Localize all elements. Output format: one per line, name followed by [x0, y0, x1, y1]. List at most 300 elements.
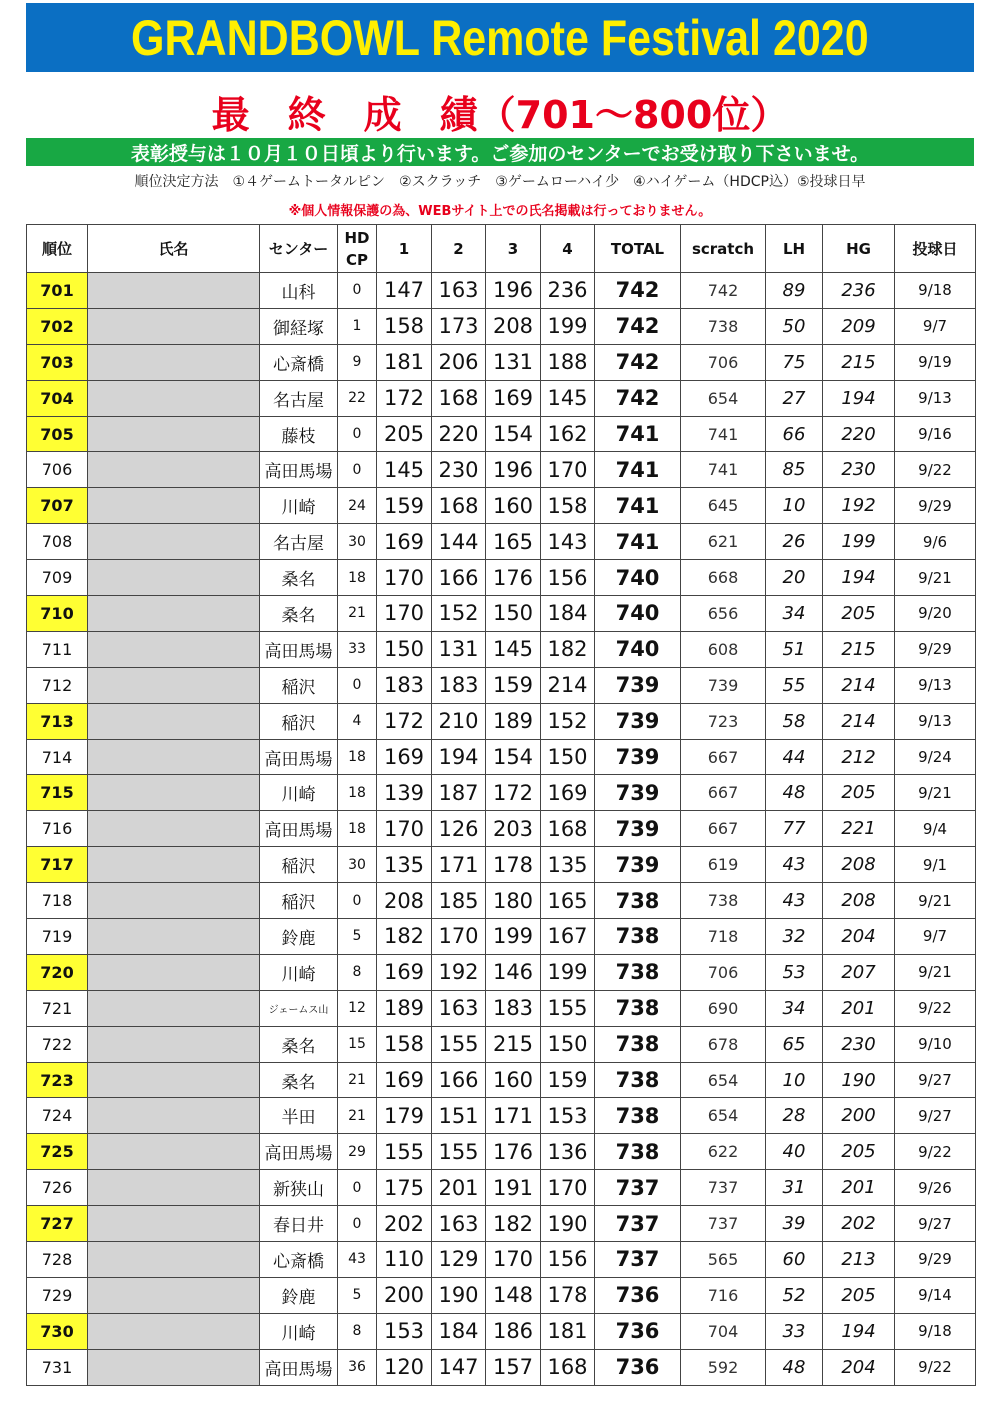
- scratch-cell: 654: [681, 1098, 766, 1134]
- date-cell: 9/27: [895, 1206, 976, 1242]
- game-4-cell: 181: [541, 1313, 595, 1349]
- total-cell: 741: [595, 452, 681, 488]
- game-4-cell: 145: [541, 380, 595, 416]
- rank-cell: 718: [27, 883, 88, 919]
- center-cell: 山科: [260, 273, 338, 309]
- date-cell: 9/20: [895, 596, 976, 632]
- game-2-cell: 183: [432, 667, 486, 703]
- total-cell: 739: [595, 703, 681, 739]
- game-3-cell: 196: [486, 452, 541, 488]
- center-cell: 名古屋: [260, 380, 338, 416]
- hg-cell: 194: [823, 1313, 895, 1349]
- game-1-cell: 170: [377, 596, 432, 632]
- game-2-cell: 163: [432, 990, 486, 1026]
- game-3-cell: 165: [486, 524, 541, 560]
- scratch-cell: 739: [681, 667, 766, 703]
- col-hdcp-line2: CP: [345, 250, 368, 269]
- name-cell: [88, 273, 260, 309]
- table-row: [27, 883, 976, 919]
- table-row: [27, 416, 976, 452]
- lh-cell: 27: [766, 380, 823, 416]
- total-cell: 736: [595, 1277, 681, 1313]
- game-3-cell: 199: [486, 919, 541, 955]
- game-2-cell: 155: [432, 1134, 486, 1170]
- center-cell: 心斎橋: [260, 1242, 338, 1278]
- date-cell: 9/21: [895, 883, 976, 919]
- game-1-cell: 145: [377, 452, 432, 488]
- game-1-cell: 181: [377, 344, 432, 380]
- total-cell: 742: [595, 308, 681, 344]
- center-cell: 川崎: [260, 775, 338, 811]
- table-row: [27, 1062, 976, 1098]
- center-cell: 稲沢: [260, 703, 338, 739]
- col-game-3: 3: [486, 225, 541, 273]
- lh-cell: 28: [766, 1098, 823, 1134]
- scratch-cell: 667: [681, 775, 766, 811]
- page-title: GRANDBOWL Remote Festival 2020: [131, 9, 869, 66]
- game-4-cell: 184: [541, 596, 595, 632]
- name-cell: [88, 344, 260, 380]
- center-cell: 高田馬場: [260, 1349, 338, 1385]
- scratch-cell: 592: [681, 1349, 766, 1385]
- date-cell: 9/18: [895, 1313, 976, 1349]
- game-3-cell: 203: [486, 811, 541, 847]
- hdcp-cell: 15: [338, 1026, 377, 1062]
- hdcp-cell: 1: [338, 308, 377, 344]
- name-cell: [88, 847, 260, 883]
- table-row: [27, 560, 976, 596]
- center-cell: 稲沢: [260, 667, 338, 703]
- name-cell: [88, 1206, 260, 1242]
- total-cell: 738: [595, 1062, 681, 1098]
- lh-cell: 10: [766, 488, 823, 524]
- name-cell: [88, 739, 260, 775]
- table-row: [27, 380, 976, 416]
- game-1-cell: 169: [377, 954, 432, 990]
- total-cell: 742: [595, 273, 681, 309]
- game-1-cell: 120: [377, 1349, 432, 1385]
- hdcp-cell: 33: [338, 631, 377, 667]
- table-row: [27, 1098, 976, 1134]
- game-3-cell: 154: [486, 739, 541, 775]
- hg-cell: 205: [823, 775, 895, 811]
- hdcp-cell: 5: [338, 1277, 377, 1313]
- center-cell: 高田馬場: [260, 631, 338, 667]
- game-1-cell: 200: [377, 1277, 432, 1313]
- date-cell: 9/29: [895, 1242, 976, 1278]
- lh-cell: 75: [766, 344, 823, 380]
- center-cell: 川崎: [260, 1313, 338, 1349]
- game-4-cell: 153: [541, 1098, 595, 1134]
- hdcp-cell: 18: [338, 775, 377, 811]
- game-1-cell: 189: [377, 990, 432, 1026]
- date-cell: 9/22: [895, 452, 976, 488]
- table-row: [27, 452, 976, 488]
- hdcp-cell: 36: [338, 1349, 377, 1385]
- total-cell: 740: [595, 631, 681, 667]
- table-row: [27, 524, 976, 560]
- hg-cell: 213: [823, 1242, 895, 1278]
- total-cell: 741: [595, 488, 681, 524]
- game-2-cell: 151: [432, 1098, 486, 1134]
- scratch-cell: 668: [681, 560, 766, 596]
- total-cell: 738: [595, 1134, 681, 1170]
- game-1-cell: 205: [377, 416, 432, 452]
- center-cell: 桑名: [260, 596, 338, 632]
- hdcp-cell: 22: [338, 380, 377, 416]
- game-4-cell: 167: [541, 919, 595, 955]
- game-4-cell: 199: [541, 308, 595, 344]
- hg-cell: 201: [823, 1170, 895, 1206]
- game-3-cell: 176: [486, 560, 541, 596]
- game-1-cell: 158: [377, 308, 432, 344]
- hdcp-cell: 12: [338, 990, 377, 1026]
- scratch-cell: 716: [681, 1277, 766, 1313]
- game-4-cell: 182: [541, 631, 595, 667]
- hg-cell: 209: [823, 308, 895, 344]
- table-row: [27, 703, 976, 739]
- name-cell: [88, 488, 260, 524]
- game-3-cell: 196: [486, 273, 541, 309]
- name-cell: [88, 452, 260, 488]
- game-4-cell: 190: [541, 1206, 595, 1242]
- hdcp-cell: 0: [338, 1206, 377, 1242]
- results-body: [27, 273, 976, 1386]
- game-4-cell: 159: [541, 1062, 595, 1098]
- name-cell: [88, 811, 260, 847]
- table-row: [27, 1349, 976, 1385]
- name-cell: [88, 1313, 260, 1349]
- date-cell: 9/27: [895, 1098, 976, 1134]
- game-2-cell: 192: [432, 954, 486, 990]
- lh-cell: 32: [766, 919, 823, 955]
- rank-cell: 710: [27, 596, 88, 632]
- game-2-cell: 126: [432, 811, 486, 847]
- privacy-notice: ※個人情報保護の為、WEBサイト上での氏名掲載は行っておりません。: [288, 204, 712, 219]
- game-3-cell: 148: [486, 1277, 541, 1313]
- hg-cell: 215: [823, 344, 895, 380]
- name-cell: [88, 1134, 260, 1170]
- lh-cell: 34: [766, 596, 823, 632]
- game-2-cell: 206: [432, 344, 486, 380]
- game-4-cell: 178: [541, 1277, 595, 1313]
- lh-cell: 60: [766, 1242, 823, 1278]
- game-3-cell: 170: [486, 1242, 541, 1278]
- total-cell: 739: [595, 775, 681, 811]
- game-1-cell: 175: [377, 1170, 432, 1206]
- center-cell: 高田馬場: [260, 1134, 338, 1170]
- name-cell: [88, 703, 260, 739]
- date-cell: 9/22: [895, 1134, 976, 1170]
- rank-cell: 712: [27, 667, 88, 703]
- scratch-cell: 565: [681, 1242, 766, 1278]
- total-cell: 736: [595, 1349, 681, 1385]
- name-cell: [88, 380, 260, 416]
- game-4-cell: 150: [541, 1026, 595, 1062]
- rank-cell: 727: [27, 1206, 88, 1242]
- name-cell: [88, 954, 260, 990]
- game-2-cell: 220: [432, 416, 486, 452]
- game-2-cell: 185: [432, 883, 486, 919]
- lh-cell: 55: [766, 667, 823, 703]
- scratch-cell: 621: [681, 524, 766, 560]
- game-1-cell: 135: [377, 847, 432, 883]
- name-cell: [88, 308, 260, 344]
- table-row: [27, 1134, 976, 1170]
- date-cell: 9/13: [895, 667, 976, 703]
- total-cell: 741: [595, 524, 681, 560]
- hg-cell: 230: [823, 452, 895, 488]
- name-cell: [88, 667, 260, 703]
- game-1-cell: 110: [377, 1242, 432, 1278]
- hg-cell: 215: [823, 631, 895, 667]
- total-cell: 739: [595, 847, 681, 883]
- center-cell: 高田馬場: [260, 452, 338, 488]
- game-3-cell: 160: [486, 488, 541, 524]
- table-row: [27, 919, 976, 955]
- table-header-row: [27, 225, 976, 273]
- game-2-cell: 168: [432, 488, 486, 524]
- table-row: [27, 308, 976, 344]
- name-cell: [88, 919, 260, 955]
- hg-cell: 205: [823, 1277, 895, 1313]
- scratch-cell: 738: [681, 883, 766, 919]
- date-cell: 9/19: [895, 344, 976, 380]
- name-cell: [88, 990, 260, 1026]
- hg-cell: 236: [823, 273, 895, 309]
- date-cell: 9/18: [895, 273, 976, 309]
- date-cell: 9/29: [895, 488, 976, 524]
- hdcp-cell: 5: [338, 919, 377, 955]
- date-cell: 9/27: [895, 1062, 976, 1098]
- hg-cell: 204: [823, 919, 895, 955]
- game-4-cell: 188: [541, 344, 595, 380]
- game-3-cell: 182: [486, 1206, 541, 1242]
- lh-cell: 43: [766, 847, 823, 883]
- hg-cell: 201: [823, 990, 895, 1026]
- game-3-cell: 146: [486, 954, 541, 990]
- hdcp-cell: 29: [338, 1134, 377, 1170]
- game-4-cell: 143: [541, 524, 595, 560]
- game-4-cell: 135: [541, 847, 595, 883]
- game-3-cell: 189: [486, 703, 541, 739]
- lh-cell: 51: [766, 631, 823, 667]
- total-cell: 738: [595, 954, 681, 990]
- name-cell: [88, 1349, 260, 1385]
- table-row: [27, 739, 976, 775]
- game-1-cell: 170: [377, 560, 432, 596]
- rank-cell: 703: [27, 344, 88, 380]
- game-3-cell: 176: [486, 1134, 541, 1170]
- total-cell: 740: [595, 596, 681, 632]
- center-cell: 桑名: [260, 1062, 338, 1098]
- lh-cell: 31: [766, 1170, 823, 1206]
- game-4-cell: 169: [541, 775, 595, 811]
- table-row: [27, 811, 976, 847]
- center-cell: 鈴鹿: [260, 919, 338, 955]
- date-cell: 9/4: [895, 811, 976, 847]
- hdcp-cell: 0: [338, 883, 377, 919]
- rank-cell: 728: [27, 1242, 88, 1278]
- col-total: TOTAL: [595, 225, 681, 273]
- date-cell: 9/21: [895, 954, 976, 990]
- center-cell: 心斎橋: [260, 344, 338, 380]
- total-cell: 737: [595, 1170, 681, 1206]
- hdcp-cell: 21: [338, 1098, 377, 1134]
- game-1-cell: 158: [377, 1026, 432, 1062]
- rank-cell: 715: [27, 775, 88, 811]
- game-1-cell: 179: [377, 1098, 432, 1134]
- game-3-cell: 154: [486, 416, 541, 452]
- hg-cell: 214: [823, 703, 895, 739]
- ranking-method: 順位決定方法 ①４ゲームトータルピン ②スクラッチ ③ゲームローハイ少 ④ハイゲーム（HDCP込）⑤投球日早: [134, 174, 866, 190]
- game-2-cell: 144: [432, 524, 486, 560]
- date-cell: 9/22: [895, 990, 976, 1026]
- hg-cell: 205: [823, 596, 895, 632]
- hdcp-cell: 21: [338, 1062, 377, 1098]
- game-4-cell: 150: [541, 739, 595, 775]
- game-1-cell: 170: [377, 811, 432, 847]
- hg-cell: 214: [823, 667, 895, 703]
- col-scratch: scratch: [681, 225, 766, 273]
- lh-cell: 48: [766, 775, 823, 811]
- table-row: [27, 1313, 976, 1349]
- rank-cell: 706: [27, 452, 88, 488]
- game-2-cell: 173: [432, 308, 486, 344]
- game-4-cell: 168: [541, 1349, 595, 1385]
- col-name: 氏名: [88, 225, 260, 273]
- game-2-cell: 131: [432, 631, 486, 667]
- game-2-cell: 163: [432, 273, 486, 309]
- rank-cell: 711: [27, 631, 88, 667]
- scratch-cell: 622: [681, 1134, 766, 1170]
- rank-cell: 720: [27, 954, 88, 990]
- scratch-cell: 741: [681, 416, 766, 452]
- scratch-cell: 690: [681, 990, 766, 1026]
- title-banner: [26, 3, 974, 72]
- total-cell: 737: [595, 1242, 681, 1278]
- rank-cell: 725: [27, 1134, 88, 1170]
- hdcp-cell: 9: [338, 344, 377, 380]
- hdcp-cell: 30: [338, 524, 377, 560]
- center-cell: 桑名: [260, 1026, 338, 1062]
- rank-cell: 705: [27, 416, 88, 452]
- hdcp-cell: 24: [338, 488, 377, 524]
- scratch-cell: 667: [681, 811, 766, 847]
- lh-cell: 52: [766, 1277, 823, 1313]
- date-cell: 9/24: [895, 739, 976, 775]
- date-cell: 9/16: [895, 416, 976, 452]
- table-row: [27, 847, 976, 883]
- rank-cell: 717: [27, 847, 88, 883]
- table-row: [27, 1277, 976, 1313]
- center-cell: 鈴鹿: [260, 1277, 338, 1313]
- total-cell: 738: [595, 990, 681, 1026]
- rank-cell: 707: [27, 488, 88, 524]
- game-2-cell: 194: [432, 739, 486, 775]
- game-4-cell: 158: [541, 488, 595, 524]
- lh-cell: 43: [766, 883, 823, 919]
- table-row: [27, 775, 976, 811]
- lh-cell: 48: [766, 1349, 823, 1385]
- total-cell: 740: [595, 560, 681, 596]
- date-cell: 9/29: [895, 631, 976, 667]
- total-cell: 738: [595, 1098, 681, 1134]
- table-row: [27, 1026, 976, 1062]
- total-cell: 738: [595, 919, 681, 955]
- rank-cell: 701: [27, 273, 88, 309]
- table-row: [27, 273, 976, 309]
- col-lh: LH: [766, 225, 823, 273]
- scratch-cell: 706: [681, 954, 766, 990]
- rank-cell: 714: [27, 739, 88, 775]
- game-4-cell: 156: [541, 1242, 595, 1278]
- total-cell: 742: [595, 344, 681, 380]
- hdcp-cell: 0: [338, 416, 377, 452]
- results-table: [26, 224, 976, 1386]
- game-4-cell: 155: [541, 990, 595, 1026]
- game-1-cell: 139: [377, 775, 432, 811]
- lh-cell: 44: [766, 739, 823, 775]
- hdcp-cell: 0: [338, 1170, 377, 1206]
- game-2-cell: 187: [432, 775, 486, 811]
- table-row: [27, 1170, 976, 1206]
- lh-cell: 33: [766, 1313, 823, 1349]
- game-1-cell: 202: [377, 1206, 432, 1242]
- hdcp-cell: 8: [338, 954, 377, 990]
- rank-cell: 713: [27, 703, 88, 739]
- center-cell: 藤枝: [260, 416, 338, 452]
- name-cell: [88, 631, 260, 667]
- game-2-cell: 168: [432, 380, 486, 416]
- lh-cell: 10: [766, 1062, 823, 1098]
- hg-cell: 205: [823, 1134, 895, 1170]
- hg-cell: 207: [823, 954, 895, 990]
- name-cell: [88, 416, 260, 452]
- game-1-cell: 169: [377, 1062, 432, 1098]
- rank-cell: 702: [27, 308, 88, 344]
- game-3-cell: 186: [486, 1313, 541, 1349]
- name-cell: [88, 524, 260, 560]
- hg-cell: 212: [823, 739, 895, 775]
- rank-cell: 716: [27, 811, 88, 847]
- game-3-cell: 172: [486, 775, 541, 811]
- scratch-cell: 737: [681, 1170, 766, 1206]
- game-2-cell: 166: [432, 1062, 486, 1098]
- total-cell: 742: [595, 380, 681, 416]
- hg-cell: 200: [823, 1098, 895, 1134]
- hg-cell: 194: [823, 380, 895, 416]
- scratch-cell: 667: [681, 739, 766, 775]
- game-2-cell: 201: [432, 1170, 486, 1206]
- rank-cell: 724: [27, 1098, 88, 1134]
- table-row: [27, 954, 976, 990]
- game-1-cell: 147: [377, 273, 432, 309]
- rank-cell: 726: [27, 1170, 88, 1206]
- hg-cell: 221: [823, 811, 895, 847]
- center-cell: 高田馬場: [260, 811, 338, 847]
- hdcp-cell: 21: [338, 596, 377, 632]
- table-row: [27, 1242, 976, 1278]
- hg-cell: 204: [823, 1349, 895, 1385]
- date-cell: 9/10: [895, 1026, 976, 1062]
- center-cell: 半田: [260, 1098, 338, 1134]
- hdcp-cell: 18: [338, 811, 377, 847]
- lh-cell: 85: [766, 452, 823, 488]
- game-1-cell: 150: [377, 631, 432, 667]
- lh-cell: 39: [766, 1206, 823, 1242]
- center-cell: 稲沢: [260, 883, 338, 919]
